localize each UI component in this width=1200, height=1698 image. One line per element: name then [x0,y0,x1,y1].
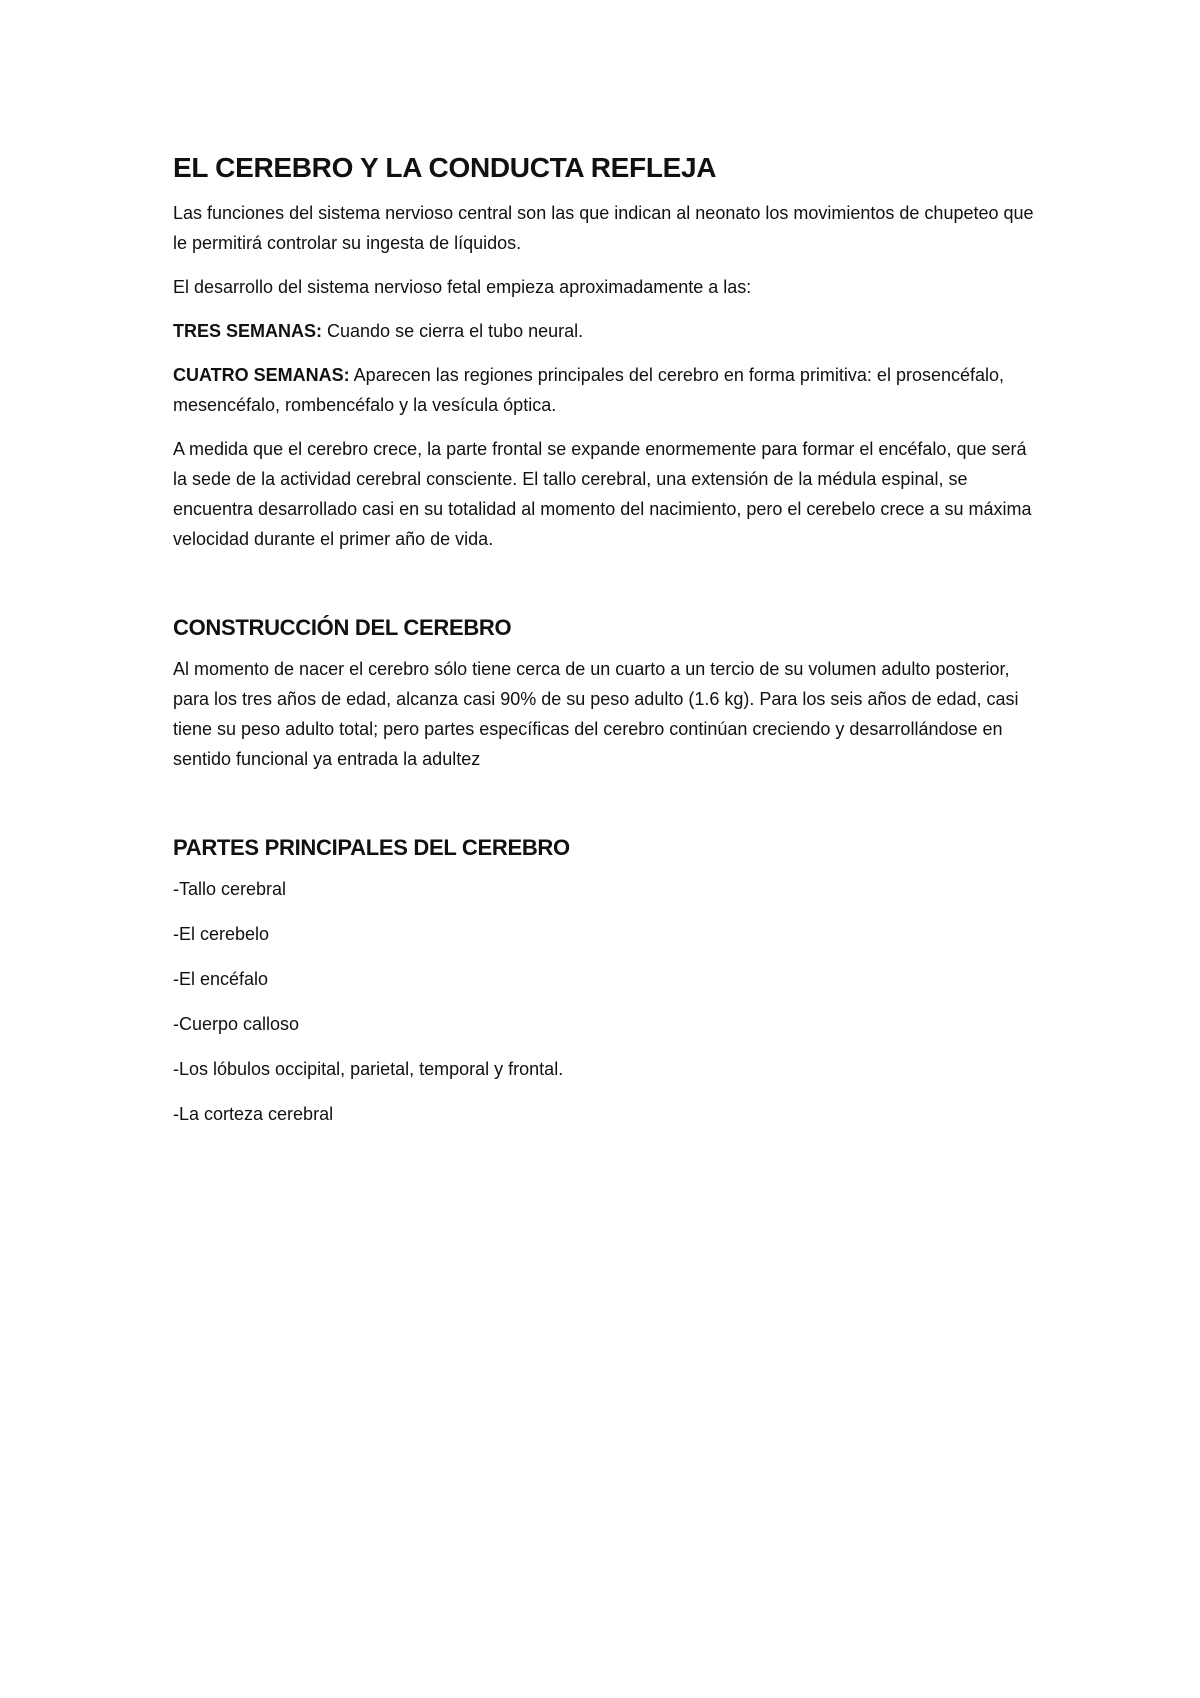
stage-label: CUATRO SEMANAS: [173,365,350,385]
list-item: -Los lóbulos occipital, parietal, temporal y frontal. [173,1059,564,1079]
list-item: -La corteza cerebral [173,1104,334,1124]
parts-section [173,832,1043,1129]
stage-four-weeks [173,360,1043,420]
parts-heading: PARTES PRINCIPALES DEL CEREBRO [173,835,570,860]
stage-three-weeks [173,316,1043,346]
intro-paragraph: Las funciones del sistema nervioso central son las que indican al neonato los movimientos de chupeteo que le permitirá controlar su ingesta de líquidos. [173,203,1034,253]
construction-section [173,612,1043,774]
stage-label: TRES SEMANAS: [173,321,323,341]
stage-text: Cuando se cierra el tubo neural. [322,321,584,341]
construction-paragraph: Al momento de nacer el cerebro sólo tiene cerca de un cuarto a un tercio de su volumen adulto posterior, para los tres años de edad, alcanza casi 90% de su peso adulto (1.6 kg). Para los seis años de edad, casi tiene su peso adulto total; pero partes específicas del cerebro continúan creciendo y desarrollándose en sentido funcional ya entrada la adultez [173,659,1019,769]
list-item: -Tallo cerebral [173,879,287,899]
construction-heading: CONSTRUCCIÓN DEL CEREBRO [173,615,512,640]
document-body [173,148,1043,1144]
growth-paragraph: A medida que el cerebro crece, la parte frontal se expande enormemente para formar el encéfalo, que será la sede de la actividad cerebral consciente. El tallo cerebral, una extensión de la médula espinal, se encuentra desarrollado casi en su totalidad al momento del nacimiento, pero el cerebelo crece a su máxima velocidad durante el primer año de vida. [173,439,1032,549]
document-title: EL CEREBRO Y LA CONDUCTA REFLEJA [173,152,717,183]
development-intro-paragraph: El desarrollo del sistema nervioso fetal empieza aproximadamente a las: [173,277,752,297]
list-item: -El cerebelo [173,924,270,944]
parts-list [173,874,1043,1129]
stage-text: Aparecen las regiones principales del cerebro en forma primitiva: el prosencéfalo, mesencéfalo, rombencéfalo y la vesícula óptica. [173,365,1005,415]
list-item: -Cuerpo calloso [173,1014,300,1034]
list-item: -El encéfalo [173,969,269,989]
